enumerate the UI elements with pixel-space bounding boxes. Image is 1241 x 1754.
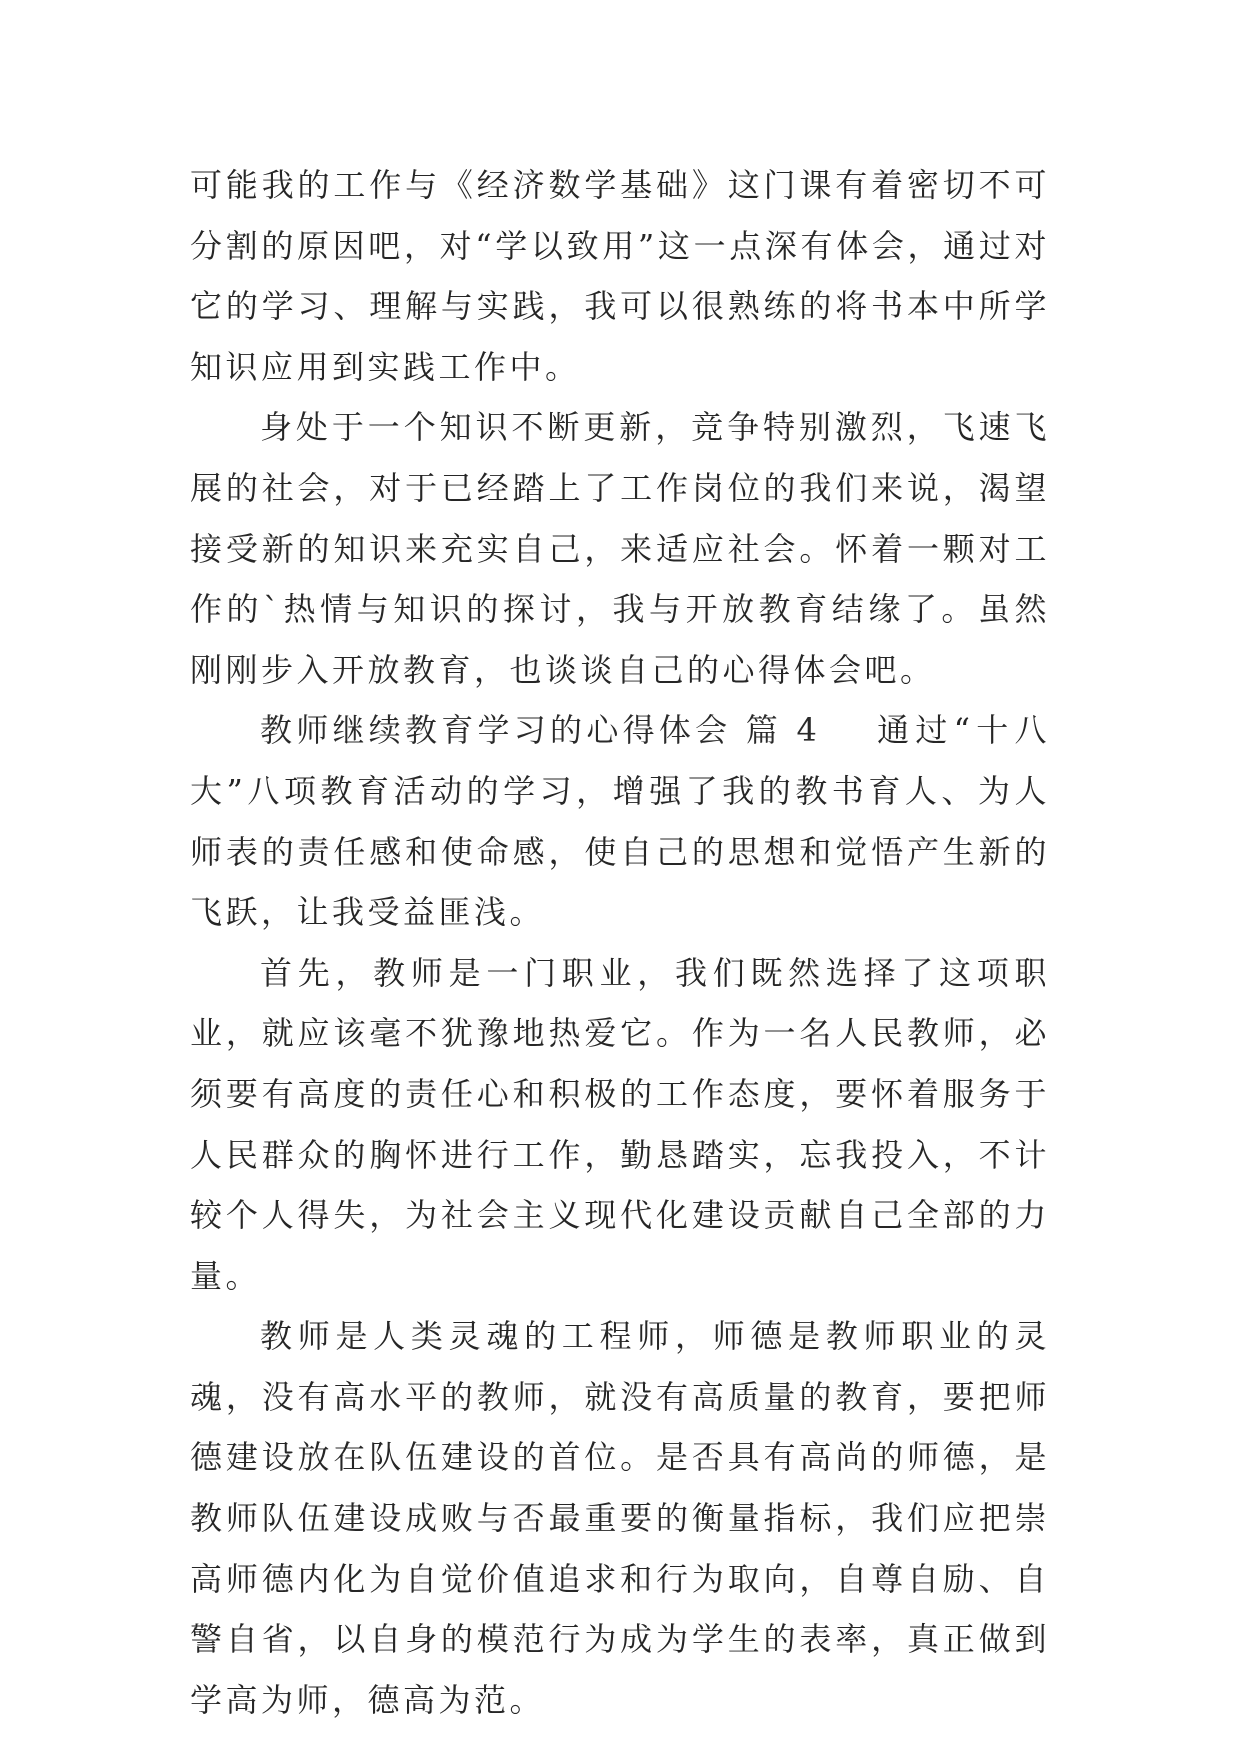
document-body: [190, 155, 1050, 1730]
section-heading: 教师继续教育学习的心得体会 篇 4: [260, 711, 819, 750]
paragraph-5: 教师是人类灵魂的工程师，师德是教师职业的灵魂，没有高水平的教师，就没有高质量的教育，要把师德建设放在队伍建设的首位。是否具有高尚的师德，是教师队伍建设成败与否最重要的衡量指标，我们应把崇高师德内化为自觉价值追求和行为取向，自尊自励、自警自省，以自身的模范行为成为学生的表率，真正做到学高为师，德高为范。: [190, 1317, 1050, 1719]
paragraph-1: 可能我的工作与《经济数学基础》这门课有着密切不可分割的原因吧，对“学以致用”这一点深有体会，通过对它的学习、理解与实践，我可以很熟练的将书本中所学知识应用到实践工作中。: [190, 166, 1050, 386]
paragraph-3: [190, 700, 1050, 942]
paragraph-4: 首先，教师是一门职业，我们既然选择了这项职业，就应该毫不犹豫地热爱它。作为一名人民教师，必须要有高度的责任心和积极的工作态度，要怀着服务于人民群众的胸怀进行工作，勤恳踏实，忘我投入，不计较个人得失，为社会主义现代化建设贡献自己全部的力量。: [190, 953, 1050, 1295]
paragraph-2: 身处于一个知识不断更新，竞争特别激烈，飞速飞展的社会，对于已经踏上了工作岗位的我们来说，渴望接受新的知识来充实自己，来适应社会。怀着一颗对工作的`热情与知识的探讨，我与开放教育结缘了。虽然刚刚步入开放教育，也谈谈自己的心得体会吧。: [190, 408, 1050, 689]
paragraph-3-text: 通过“十八大”八项教育活动的学习，增强了我的教书育人、为人师表的责任感和使命感，使自己的思想和觉悟产生新的飞跃，让我受益匪浅。: [190, 711, 1050, 932]
